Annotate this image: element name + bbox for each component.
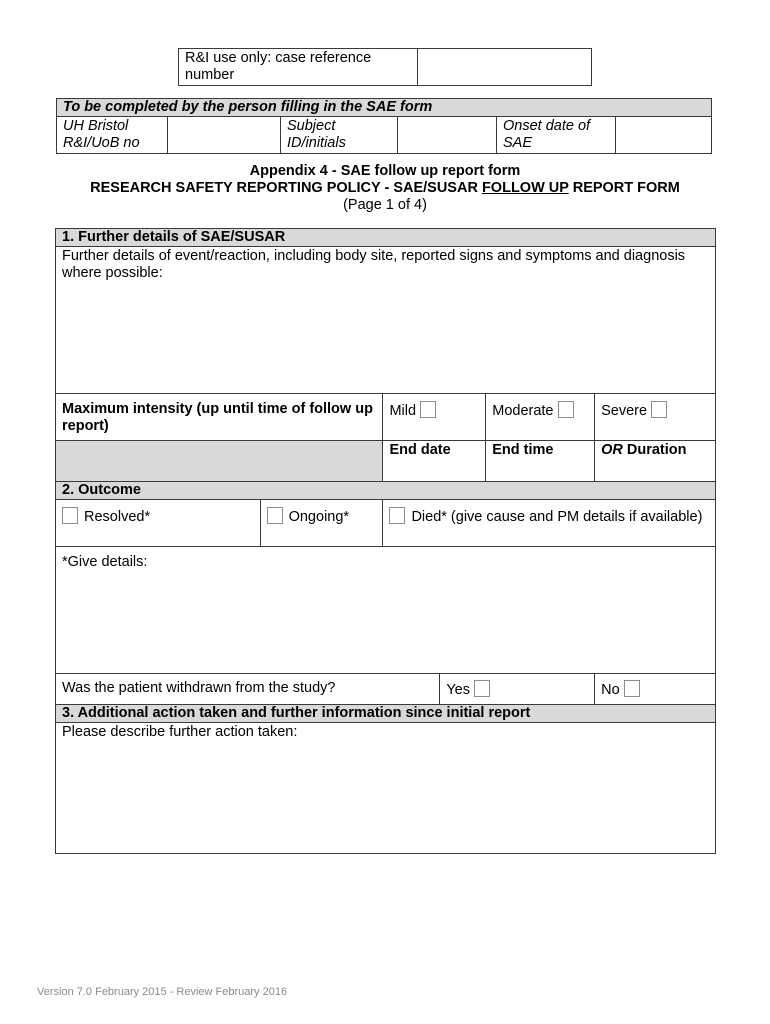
identity-header: To be completed by the person filling in the SAE form: [57, 99, 712, 117]
duration-field[interactable]: [595, 441, 716, 482]
case-reference-table: [178, 48, 592, 86]
mild-checkbox[interactable]: [420, 401, 436, 418]
uh-bristol-label: UH Bristol R&I/UoB no: [57, 117, 168, 154]
died-label: Died* (give cause and PM details if available): [411, 509, 703, 525]
page-number: (Page 1 of 4): [343, 197, 427, 213]
uh-bristol-input[interactable]: [168, 117, 281, 154]
outcome-resolved: [56, 500, 261, 547]
event-details-field[interactable]: [56, 247, 716, 394]
give-details-label: *Give details:: [62, 554, 148, 570]
form-title-part-1: RESEARCH SAFETY REPORTING POLICY - SAE/SUSAR: [90, 180, 482, 196]
withdrawn-question: Was the patient withdrawn from the study?: [56, 674, 440, 705]
moderate-label: Moderate: [492, 403, 554, 419]
intensity-moderate: [486, 394, 595, 441]
intensity-label: Maximum intensity (up until time of follow up report): [56, 394, 383, 441]
give-details-field[interactable]: [56, 547, 716, 674]
yes-checkbox[interactable]: [474, 680, 490, 697]
resolved-checkbox[interactable]: [62, 507, 78, 524]
section3-title: 3. Additional action taken and further information since initial report: [56, 705, 716, 723]
form-heading: [0, 163, 770, 214]
withdrawn-yes: [440, 674, 595, 705]
intensity-mild: [383, 394, 486, 441]
form-title-follow-up: FOLLOW UP: [481, 180, 569, 196]
ongoing-checkbox[interactable]: [267, 507, 283, 524]
no-checkbox[interactable]: [624, 680, 640, 697]
version-footer: Version 7.0 February 2015 - Review February 2016: [37, 986, 288, 998]
case-reference-label: R&I use only: case reference number: [179, 49, 418, 86]
withdrawn-no: [595, 674, 716, 705]
severe-label: Severe: [601, 403, 648, 419]
shaded-cell: [56, 441, 383, 482]
event-details-label: Further details of event/reaction, including body site, reported signs and symptoms and diagnosis where possible:: [62, 248, 686, 281]
duration-label: Duration: [622, 442, 687, 458]
end-time-label: End time: [492, 442, 554, 458]
mild-label: Mild: [389, 403, 417, 419]
appendix-title: Appendix 4 - SAE follow up report form: [249, 163, 521, 179]
severe-checkbox[interactable]: [651, 401, 667, 418]
case-reference-input[interactable]: [418, 49, 592, 86]
further-action-label: Please describe further action taken:: [62, 724, 298, 740]
subject-id-label: Subject ID/initials: [281, 117, 398, 154]
identity-table: [56, 98, 712, 154]
ongoing-label: Ongoing*: [288, 509, 350, 525]
section2-title: 2. Outcome: [56, 482, 716, 500]
no-label: No: [601, 682, 620, 698]
onset-date-input[interactable]: [616, 117, 712, 154]
subject-id-input[interactable]: [398, 117, 497, 154]
yes-label: Yes: [446, 682, 470, 698]
onset-date-label: Onset date of SAE: [497, 117, 616, 154]
section1-title: 1. Further details of SAE/SUSAR: [56, 229, 716, 247]
main-form-table: [55, 228, 716, 854]
intensity-severe: [595, 394, 716, 441]
moderate-checkbox[interactable]: [558, 401, 574, 418]
end-date-field[interactable]: [383, 441, 486, 482]
end-time-field[interactable]: [486, 441, 595, 482]
outcome-ongoing: [260, 500, 383, 547]
or-label: OR: [601, 442, 623, 458]
died-checkbox[interactable]: [389, 507, 405, 524]
end-date-label: End date: [389, 442, 451, 458]
form-title: [0, 180, 770, 197]
resolved-label: Resolved*: [84, 509, 151, 525]
outcome-died: [383, 500, 716, 547]
further-action-field[interactable]: [56, 723, 716, 854]
form-title-part-2: REPORT FORM: [568, 180, 680, 196]
